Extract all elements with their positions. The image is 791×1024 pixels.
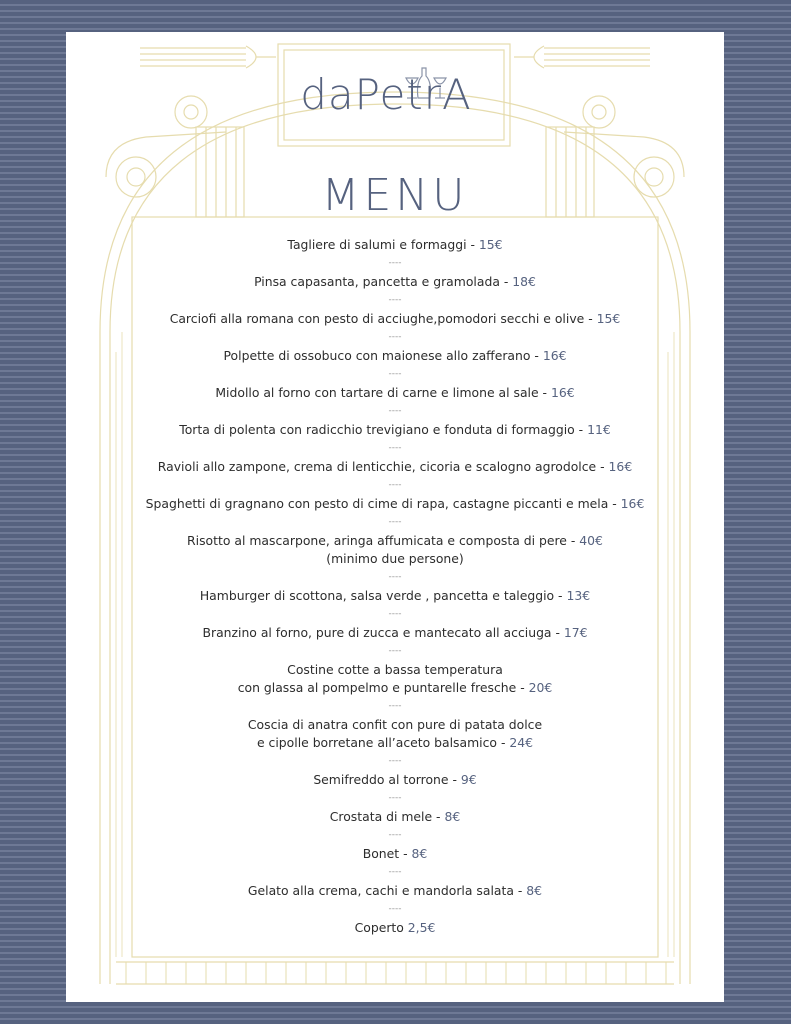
- menu-separator: ----: [388, 572, 402, 582]
- menu-separator: ----: [388, 443, 402, 453]
- menu-item: [136, 273, 654, 291]
- menu-item-line: [136, 919, 654, 937]
- menu-item-line: [136, 882, 654, 900]
- menu-item: [136, 716, 654, 752]
- menu-item-price: 16€: [550, 385, 575, 400]
- menu-item-text: Risotto al mascarpone, aringa affumicata e composta di pere -: [187, 533, 580, 548]
- menu-item-text: Coperto: [354, 920, 408, 935]
- menu-separator: ----: [388, 369, 402, 379]
- menu-item-text: Spaghetti di gragnano con pesto di cime di rapa, castagne piccanti e mela -: [145, 496, 621, 511]
- menu-separator: ----: [388, 793, 402, 803]
- menu-item-text: Gelato alla crema, cachi e mandorla salata -: [247, 883, 527, 898]
- menu-item-text: Costine cotte a bassa temperatura: [287, 662, 503, 677]
- menu-item-note: (minimo due persone): [326, 551, 464, 566]
- menu-item: [136, 384, 654, 402]
- menu-item: [136, 310, 654, 328]
- menu-item-line: [136, 532, 654, 550]
- menu-item-price: 24€: [509, 735, 534, 750]
- page-title: MENU: [321, 170, 469, 221]
- menu-item: [136, 624, 654, 642]
- menu-item-line: [136, 624, 654, 642]
- menu-item-line: [136, 421, 654, 439]
- menu-item-text: Ravioli allo zampone, crema di lenticchie, cicoria e scalogno agrodolce -: [157, 459, 609, 474]
- menu-item-price: 13€: [566, 588, 591, 603]
- menu-item-text: Semifreddo al torrone -: [313, 772, 461, 787]
- menu-separator: ----: [388, 258, 402, 268]
- brand-logo: [276, 44, 496, 144]
- menu-item-line: [136, 679, 654, 697]
- menu-item-price: 17€: [563, 625, 588, 640]
- menu-item: [136, 587, 654, 605]
- menu-item-price: 16€: [608, 459, 633, 474]
- menu-item-text: con glassa al pompelmo e puntarelle fresche -: [237, 680, 529, 695]
- menu-item-line: [136, 236, 654, 254]
- menu-item-price: 15€: [478, 237, 503, 252]
- menu-item-price: 18€: [512, 274, 536, 289]
- menu-separator: ----: [388, 332, 402, 342]
- menu-item-price: 16€: [542, 348, 567, 363]
- menu-item-text: Midollo al forno con tartare di carne e limone al sale -: [215, 385, 551, 400]
- menu-item: [136, 845, 654, 863]
- menu-item-price: 16€: [620, 496, 645, 511]
- menu-separator: ----: [388, 756, 402, 766]
- menu-item: [136, 661, 654, 697]
- menu-item: [136, 347, 654, 365]
- fork-left-icon: [140, 46, 276, 68]
- menu-item-price: 8€: [444, 809, 461, 824]
- menu-item: [136, 532, 654, 568]
- fork-right-icon: [514, 46, 650, 68]
- menu-item-text: Coscia di anatra confit con pure di patata dolce: [247, 717, 543, 732]
- menu-item-line: [136, 310, 654, 328]
- menu-item-price: 40€: [579, 533, 603, 548]
- menu-item-text: Hamburger di scottona, salsa verde , pancetta e taleggio -: [199, 588, 567, 603]
- menu-items-list: [136, 236, 654, 937]
- menu-item-line: [136, 273, 654, 291]
- menu-item-text: e cipolle borretane all’aceto balsamico -: [256, 735, 510, 750]
- menu-item-line: [136, 845, 654, 863]
- menu-item: [136, 421, 654, 439]
- menu-item-line: [136, 384, 654, 402]
- menu-separator: ----: [388, 904, 402, 914]
- menu-item: [136, 771, 654, 789]
- menu-separator: ----: [388, 295, 402, 305]
- menu-item-price: 15€: [596, 311, 621, 326]
- menu-item-text: Carciofi alla romana con pesto di acciughe,pomodori secchi e olive -: [169, 311, 597, 326]
- menu-item-price: 11€: [587, 422, 611, 437]
- menu-item-line: [136, 458, 654, 476]
- menu-item-text: Bonet -: [362, 846, 412, 861]
- menu-item-line: [136, 495, 654, 513]
- menu-page: [66, 32, 724, 1002]
- menu-item-text: Polpette di ossobuco con maionese allo zafferano -: [223, 348, 543, 363]
- menu-separator: ----: [388, 646, 402, 656]
- menu-item-line: [136, 716, 654, 734]
- menu-item: [136, 919, 654, 937]
- menu-item: [136, 495, 654, 513]
- menu-separator: ----: [388, 609, 402, 619]
- menu-item-price: 8€: [526, 883, 543, 898]
- logo-text: daPetrA: [300, 69, 472, 119]
- menu-separator: ----: [388, 480, 402, 490]
- menu-item: [136, 236, 654, 254]
- menu-item-line: [136, 587, 654, 605]
- menu-separator: ----: [388, 517, 402, 527]
- menu-item: [136, 882, 654, 900]
- menu-item: [136, 808, 654, 826]
- menu-item: [136, 458, 654, 476]
- menu-item-line: [136, 771, 654, 789]
- menu-item-text: Branzino al forno, pure di zucca e mantecato all acciuga -: [202, 625, 564, 640]
- menu-item-text: Tagliere di salumi e formaggi -: [287, 237, 479, 252]
- menu-item-price: 20€: [528, 680, 553, 695]
- menu-separator: ----: [388, 867, 402, 877]
- menu-item-text: Pinsa capasanta, pancetta e gramolada -: [254, 274, 513, 289]
- menu-item-line: [136, 808, 654, 826]
- menu-item-line: [136, 347, 654, 365]
- menu-separator: ----: [388, 406, 402, 416]
- menu-item-price: 8€: [411, 846, 428, 861]
- menu-item-text: Crostata di mele -: [329, 809, 445, 824]
- menu-item-price: 2,5€: [407, 920, 436, 935]
- menu-item-price: 9€: [460, 772, 477, 787]
- menu-item-line: [136, 661, 654, 679]
- menu-item-line: [136, 734, 654, 752]
- menu-separator: ----: [388, 701, 402, 711]
- menu-separator: ----: [388, 830, 402, 840]
- menu-item-text: Torta di polenta con radicchio trevigiano e fonduta di formaggio -: [179, 422, 588, 437]
